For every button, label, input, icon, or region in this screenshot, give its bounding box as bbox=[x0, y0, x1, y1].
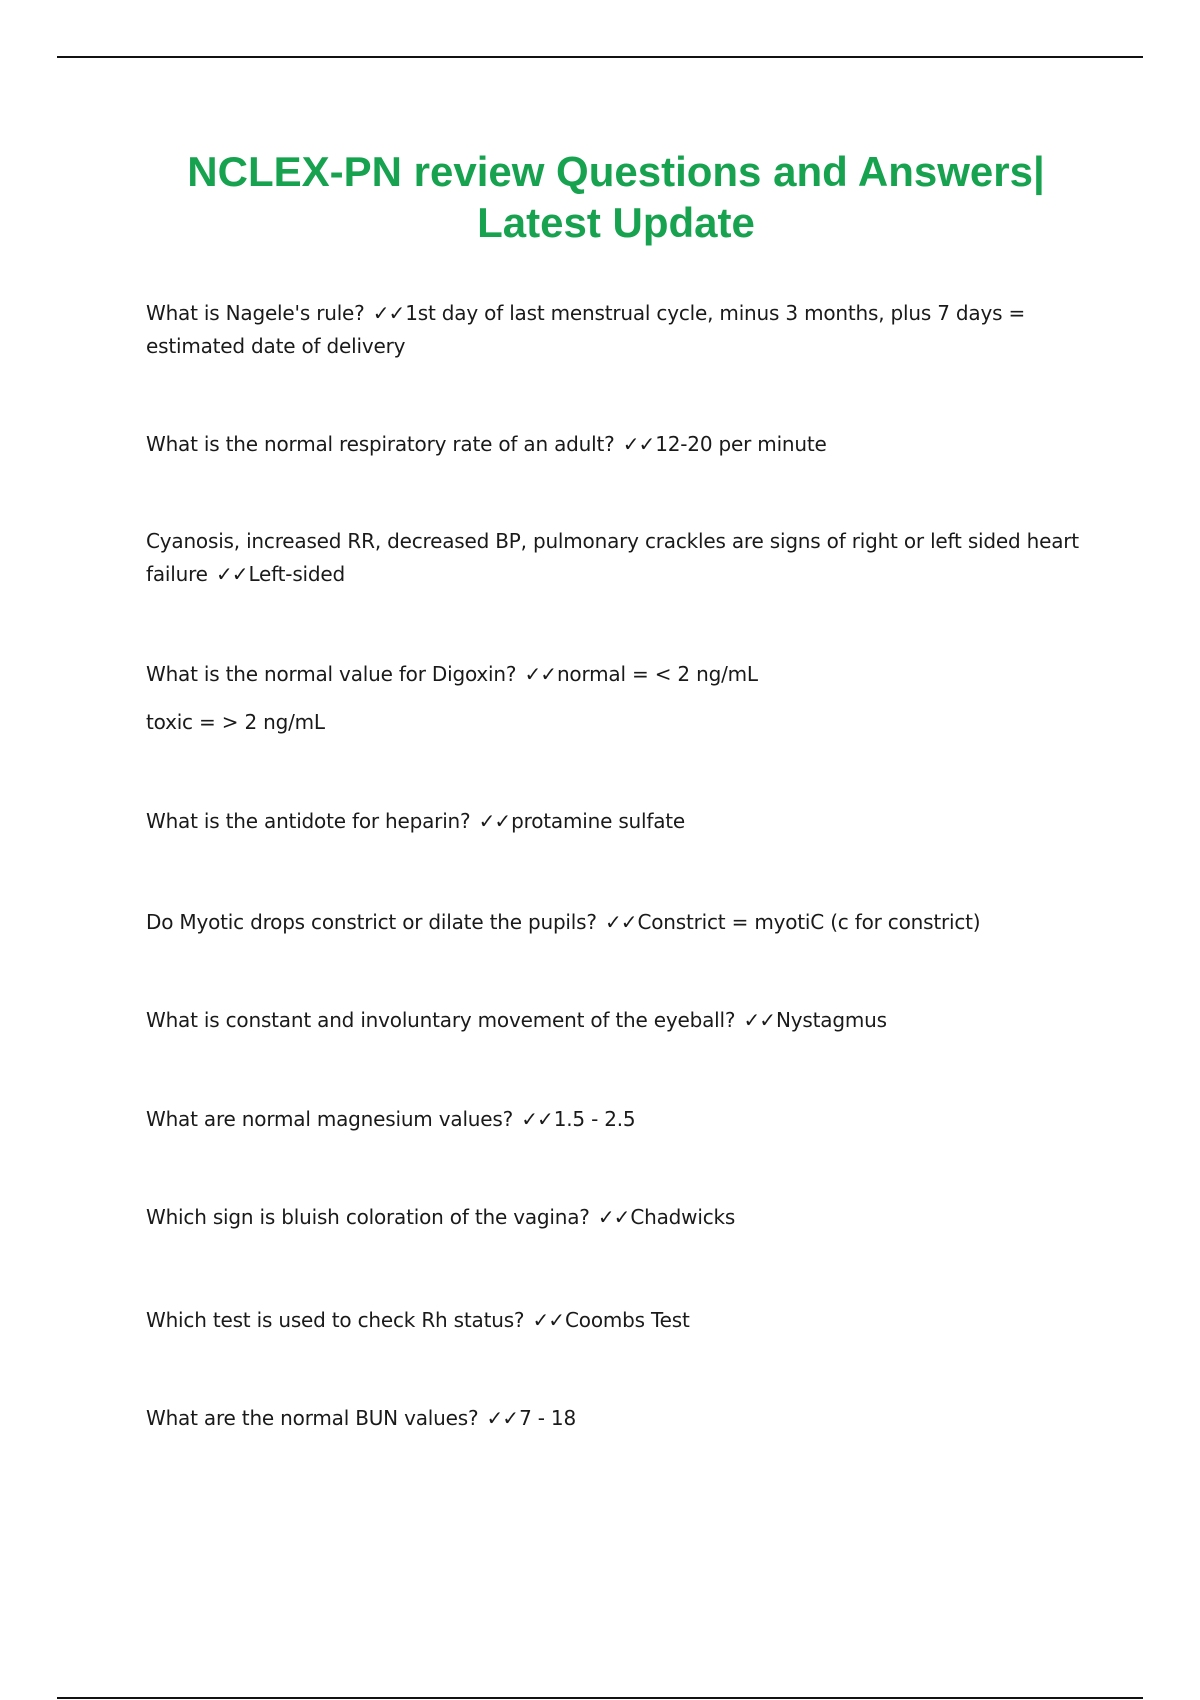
check-icon: ✓✓ bbox=[622, 432, 655, 456]
question-text: Do Myotic drops constrict or dilate the pupils? bbox=[146, 910, 597, 934]
qa-item-heart-failure bbox=[146, 525, 1086, 591]
qa-item-bun bbox=[146, 1402, 1086, 1435]
question-text: What is Nagele's rule? bbox=[146, 301, 365, 325]
check-icon: ✓✓ bbox=[521, 1107, 553, 1131]
answer-text: 1.5 - 2.5 bbox=[553, 1107, 636, 1131]
check-icon: ✓✓ bbox=[486, 1406, 519, 1430]
top-rule bbox=[57, 56, 1143, 58]
qa-item-respiratory-rate bbox=[146, 428, 1086, 461]
check-icon: ✓✓ bbox=[524, 662, 556, 686]
answer-text: Left-sided bbox=[248, 562, 345, 586]
question-text: What is the antidote for heparin? bbox=[146, 809, 471, 833]
answer-extra-text: toxic = > 2 ng/mL bbox=[146, 710, 325, 734]
check-icon: ✓✓ bbox=[478, 809, 511, 833]
question-text: What are the normal BUN values? bbox=[146, 1406, 479, 1430]
question-text: What is the normal value for Digoxin? bbox=[146, 662, 517, 686]
qa-item-nagele bbox=[146, 297, 1086, 363]
check-icon: ✓✓ bbox=[743, 1008, 776, 1032]
question-text: Which sign is bluish coloration of the vagina? bbox=[146, 1205, 590, 1229]
answer-text: normal = < 2 ng/mL bbox=[556, 662, 758, 686]
check-icon: ✓✓ bbox=[372, 301, 405, 325]
question-text: What is constant and involuntary movement of the eyeball? bbox=[146, 1008, 736, 1032]
bottom-rule bbox=[57, 1697, 1143, 1699]
title-line-2: Latest Update bbox=[477, 199, 755, 246]
question-text: What is the normal respiratory rate of an adult? bbox=[146, 432, 615, 456]
question-text: What are normal magnesium values? bbox=[146, 1107, 514, 1131]
answer-text: 12-20 per minute bbox=[655, 432, 827, 456]
qa-item-nystagmus bbox=[146, 1004, 1086, 1037]
qa-item-digoxin bbox=[146, 658, 1086, 739]
answer-text: Nystagmus bbox=[776, 1008, 887, 1032]
check-icon: ✓✓ bbox=[597, 1205, 630, 1229]
answer-text: Constrict = myotiC (c for constrict) bbox=[637, 910, 981, 934]
answer-text: 7 - 18 bbox=[519, 1406, 576, 1430]
answer-text: Coombs Test bbox=[565, 1308, 690, 1332]
answer-text: Chadwicks bbox=[630, 1205, 736, 1229]
question-text: Which test is used to check Rh status? bbox=[146, 1308, 525, 1332]
document-title bbox=[100, 146, 1132, 248]
qa-item-heparin bbox=[146, 805, 1086, 838]
question-text: Cyanosis, increased RR, decreased BP, pulmonary crackles are signs of right or left sided heart failure bbox=[146, 529, 1079, 586]
title-line-1: NCLEX-PN review Questions and Answers| bbox=[187, 148, 1045, 195]
answer-text: protamine sulfate bbox=[511, 809, 686, 833]
qa-item-rh-status bbox=[146, 1304, 1086, 1337]
check-icon: ✓✓ bbox=[215, 562, 248, 586]
qa-item-chadwicks bbox=[146, 1201, 1086, 1234]
answer-text: 1st day of last menstrual cycle, minus 3 months, plus 7 days = estimated date of delivery bbox=[146, 301, 1026, 358]
check-icon: ✓✓ bbox=[532, 1308, 565, 1332]
qa-item-magnesium bbox=[146, 1103, 1086, 1136]
check-icon: ✓✓ bbox=[604, 910, 637, 934]
qa-item-myotic bbox=[146, 906, 1086, 939]
